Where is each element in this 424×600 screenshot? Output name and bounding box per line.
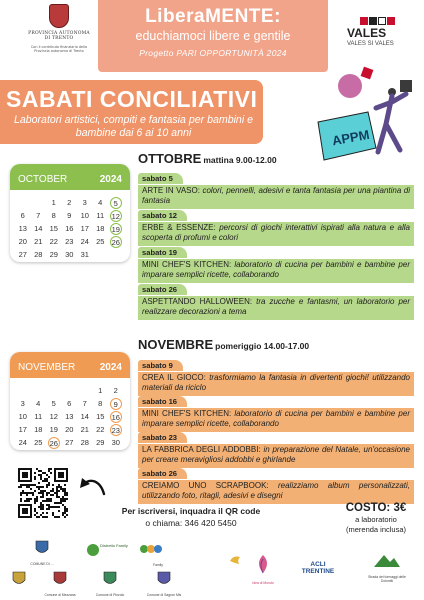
october-week-row xyxy=(15,209,124,222)
october-calendar-header xyxy=(10,164,130,190)
october-calendar-year: 2024 xyxy=(99,174,122,185)
november-day-cell: 2 xyxy=(113,386,118,395)
november-day-cell: 15 xyxy=(96,412,105,421)
november-day-cell: 16 xyxy=(111,412,120,422)
november-day-cell: 30 xyxy=(111,438,120,447)
november-day-cell: 13 xyxy=(65,412,74,421)
banner-title: LiberaMENTE: xyxy=(145,6,281,27)
november-day-cell: 28 xyxy=(80,438,89,447)
october-heading-time: mattina 9.00-12.00 xyxy=(203,155,277,165)
comune-sagron-logo xyxy=(140,571,188,597)
event-date: sabato 19 xyxy=(138,247,187,258)
november-calendar-year: 2024 xyxy=(99,362,122,373)
november-day-cell: 7 xyxy=(82,399,87,408)
person-figure-icon xyxy=(376,94,406,152)
october-day-cell: 27 xyxy=(18,250,27,259)
november-day-cell: 22 xyxy=(96,425,105,434)
november-day-cell: 3 xyxy=(20,399,25,408)
october-day-cell: 7 xyxy=(36,211,41,220)
family-caption: Family xyxy=(153,563,163,567)
banner-subtitle: educhiamoci libere e gentile xyxy=(135,29,291,43)
november-calendar-month: NOVEMBER xyxy=(18,362,76,373)
cost-note2: (merenda inclusa) xyxy=(345,525,407,534)
october-day-cell: 3 xyxy=(82,198,87,207)
october-day-cell: 14 xyxy=(34,224,43,233)
project-banner xyxy=(98,0,328,72)
bird-logo xyxy=(228,553,242,571)
october-day-cell xyxy=(93,248,109,261)
event-date: sabato 5 xyxy=(138,173,183,184)
signup-phone: o chiama: 346 420 5450 xyxy=(145,518,237,528)
november-day-cell xyxy=(15,384,31,397)
event-date: sabato 23 xyxy=(138,432,187,443)
event-title: ERBE & ESSENZE: xyxy=(142,223,216,232)
october-day-cell: 5 xyxy=(108,196,124,209)
november-day-cell: 14 xyxy=(80,412,89,421)
october-heading-name: OTTOBRE xyxy=(138,151,202,166)
october-day-cell: 26 xyxy=(111,237,120,247)
october-week-row xyxy=(15,196,124,209)
november-heading-name: NOVEMBRE xyxy=(138,337,214,352)
event-title: LA FABBRICA DEGLI ADDOBBI: xyxy=(142,445,261,454)
comune-logo-1 xyxy=(30,540,54,566)
comune-1-caption: COMUNE DI ... xyxy=(30,562,54,566)
november-week-row xyxy=(15,410,124,423)
november-day-cell: 17 xyxy=(18,425,27,434)
comune-mezzana-logo xyxy=(40,571,80,597)
strada-caption: Strada dei formaggi delle Dolomiti xyxy=(368,575,406,583)
event-title: MINI CHEF'S KITCHEN: xyxy=(142,409,232,418)
crest-icon xyxy=(12,571,26,587)
october-day-cell: 11 xyxy=(96,211,105,220)
vales-tagline: VALES SI VALES xyxy=(347,41,394,47)
event-details: realizziamo album personalizzati, utilizzando foto, ritagli, adesivi e disegni xyxy=(142,481,410,501)
october-week-row xyxy=(15,222,124,235)
event-date: sabato 16 xyxy=(138,396,187,407)
feather-icon xyxy=(251,553,275,575)
october-day-cell: 28 xyxy=(34,250,43,259)
october-day-cell: 30 xyxy=(65,250,74,259)
crest-icon xyxy=(103,571,117,587)
october-day-cell: 29 xyxy=(49,250,58,259)
event-date: sabato 26 xyxy=(138,284,187,295)
curved-arrow-icon xyxy=(78,474,106,498)
event-date: sabato 9 xyxy=(138,360,183,371)
november-day-cell: 18 xyxy=(34,425,43,434)
october-calendar-month: OCTOBER xyxy=(18,174,68,185)
decor-circle-icon xyxy=(338,74,362,98)
november-day-cell: 5 xyxy=(51,399,56,408)
october-day-cell: 13 xyxy=(18,224,27,233)
province-name: PROVINCIA AUTONOMA DI TRENTO xyxy=(28,31,90,41)
november-calendar xyxy=(10,352,130,450)
decor-square-icon xyxy=(361,67,374,80)
november-day-cell: 12 xyxy=(49,412,58,421)
october-day-cell: 17 xyxy=(80,224,89,233)
october-day-cell: 25 xyxy=(96,237,105,246)
november-day-cell: 29 xyxy=(96,438,105,447)
footer-logos xyxy=(0,535,424,600)
november-calendar-header xyxy=(10,352,130,378)
november-day-cell xyxy=(77,384,93,397)
november-day-cell: 9 xyxy=(108,397,124,410)
october-day-cell: 19 xyxy=(111,224,120,234)
october-calendar xyxy=(10,164,130,262)
october-day-cell: 1 xyxy=(51,198,56,207)
event-details: laboratorio di cucina per bambini e bambine per imparare semplici ricette, collaborando xyxy=(142,409,410,429)
november-day-cell: 1 xyxy=(98,386,103,395)
october-event xyxy=(138,277,414,320)
qr-code[interactable] xyxy=(18,468,68,518)
november-day-cell: 4 xyxy=(36,399,41,408)
event-title: CREA IL GIOCO: xyxy=(142,373,206,382)
event-date: sabato 26 xyxy=(138,468,187,479)
november-heading xyxy=(138,336,309,354)
november-day-cell: 27 xyxy=(65,438,74,447)
mountain-icon xyxy=(372,551,402,569)
november-day-cell: 25 xyxy=(34,438,43,447)
october-day-cell: 16 xyxy=(65,224,74,233)
signup-info xyxy=(106,505,276,529)
cost-note1: a laboratorio xyxy=(355,515,397,524)
vales-logo xyxy=(340,10,420,55)
appm-label: APPM xyxy=(330,126,371,149)
november-week-row xyxy=(15,436,124,449)
october-day-cell: 23 xyxy=(65,237,74,246)
event-details: laboratorio di cucina per bambini e bambine per imparare semplici ricette, collaborando xyxy=(142,260,410,280)
appm-illustration xyxy=(280,64,420,174)
october-day-cell: 4 xyxy=(98,198,103,207)
october-calendar-grid xyxy=(15,196,124,261)
november-day-cell: 6 xyxy=(67,399,72,408)
november-event xyxy=(138,461,414,504)
october-day-cell xyxy=(31,196,47,209)
cost-label: COSTO: 3€ xyxy=(345,502,407,514)
october-day-cell: 24 xyxy=(80,237,89,246)
province-logo xyxy=(28,4,90,74)
november-day-cell: 26 xyxy=(49,438,58,448)
november-day-cell: 8 xyxy=(98,399,103,408)
november-day-cell: 20 xyxy=(65,425,74,434)
decor-block-icon xyxy=(400,80,412,92)
vales-name: VALES xyxy=(347,26,387,40)
october-day-cell: 21 xyxy=(34,237,43,246)
family-logo-2 xyxy=(136,543,180,567)
november-day-cell: 24 xyxy=(18,438,27,447)
november-week-row xyxy=(15,423,124,436)
event-details: percorsi di giochi interattivi ispirati alla natura e alla scoperta di profumi e colori xyxy=(142,223,410,243)
province-crest-icon xyxy=(49,4,69,28)
november-day-cell: 11 xyxy=(34,412,43,421)
november-day-cell: 21 xyxy=(80,425,89,434)
comune-logo-2 xyxy=(10,571,28,592)
october-day-cell xyxy=(108,248,124,261)
october-day-cell: 18 xyxy=(96,224,105,233)
comune-mezzana-caption: Comune di Mezzana xyxy=(44,593,76,597)
crest-icon xyxy=(35,540,49,556)
distretto-logo xyxy=(96,543,132,548)
november-week-row xyxy=(15,397,124,410)
november-day-cell xyxy=(31,384,47,397)
november-day-cell: 10 xyxy=(18,412,27,421)
distretto-caption: Distretto Family xyxy=(100,543,128,548)
november-week-row xyxy=(15,384,124,397)
acli-logo xyxy=(296,561,340,575)
november-day-cell xyxy=(62,384,78,397)
october-day-cell: 31 xyxy=(80,250,89,259)
idea-logo xyxy=(244,553,282,585)
event-title: MINI CHEF'S KITCHEN: xyxy=(142,260,232,269)
october-day-cell: 22 xyxy=(49,237,58,246)
page-title: SABATI CONCILIATIVI xyxy=(6,86,258,112)
acli-caption: ACLI TRENTINE xyxy=(301,561,335,575)
october-day-cell: 20 xyxy=(18,237,27,246)
event-details: in preparazione del Natale, un'occasione per creare meravigliosi addobbi e ghirlande xyxy=(142,445,410,465)
october-week-row xyxy=(15,235,124,248)
november-calendar-grid xyxy=(15,384,124,449)
event-title: ARTE IN VASO: xyxy=(142,186,200,195)
event-title: ASPETTANDO HALLOWEEN: xyxy=(142,297,253,306)
october-day-cell: 9 xyxy=(67,211,72,220)
event-description xyxy=(138,296,414,320)
october-day-cell: 15 xyxy=(49,224,58,233)
crest-icon xyxy=(157,571,171,587)
event-details: colori, pennelli, adesivi e tanta fantasia per una piantina di fantasia xyxy=(142,186,411,206)
october-day-cell: 6 xyxy=(20,211,25,220)
family-people-icon xyxy=(138,543,178,557)
event-title: CREIAMO UNO SCRAPBOOK: xyxy=(142,481,269,490)
november-day-cell xyxy=(46,384,62,397)
title-band xyxy=(0,80,263,144)
cost-box xyxy=(336,502,416,534)
event-details: tra zucche e fantasmi, un laboratorio per realizzare decorazioni a tema xyxy=(142,297,410,317)
november-day-cell: 19 xyxy=(49,425,58,434)
crest-icon xyxy=(53,571,67,587)
october-day-cell xyxy=(15,196,31,209)
signup-line1: Per iscriversi, inquadra il QR code xyxy=(121,506,261,516)
october-day-cell: 12 xyxy=(111,211,120,221)
comune-pinzolo-logo xyxy=(88,571,132,597)
idea-caption: Idea di Mondo xyxy=(252,581,274,585)
november-heading-time: pomeriggio 14.00-17.00 xyxy=(215,341,310,351)
bird-icon xyxy=(229,554,241,566)
november-day-cell: 23 xyxy=(111,425,120,435)
event-details: trasformiamo la fantasia in divertenti giochi! utilizzando materiali da riciclo xyxy=(142,373,411,393)
banner-project: Progetto PARI OPPORTUNITÀ 2024 xyxy=(139,48,287,58)
strada-logo xyxy=(362,551,412,583)
event-description xyxy=(138,480,414,504)
page-subtitle: Laboratori artistici, compiti e fantasia per bambini e bambine dai 6 ai 10 anni xyxy=(13,114,254,139)
province-note: Con il contributo finanziario della Provincia autonoma di Trento xyxy=(30,45,88,54)
october-day-cell: 10 xyxy=(80,211,89,220)
event-date: sabato 12 xyxy=(138,210,187,221)
october-day-cell: 2 xyxy=(67,198,72,207)
october-day-cell: 8 xyxy=(51,211,56,220)
comune-sagron-caption: Comune di Sagron Mis xyxy=(146,593,182,597)
comune-pinzolo-caption: Comune di Pinzolo xyxy=(95,593,125,597)
october-week-row xyxy=(15,248,124,261)
